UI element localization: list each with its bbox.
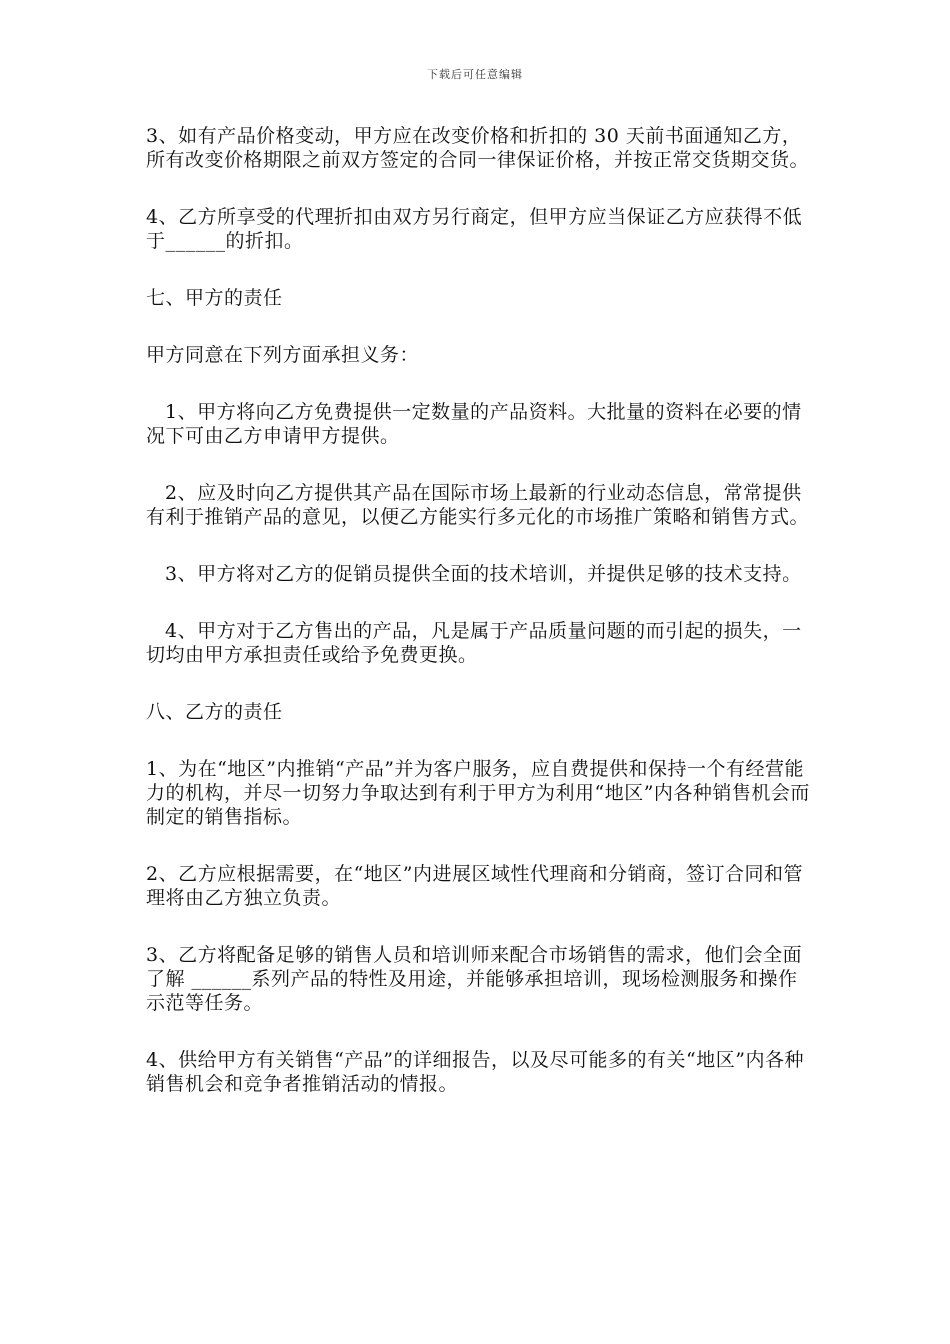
section-heading-party-a: 七、甲方的责任 [146, 287, 283, 309]
paragraph-party-b-item-1: 1、为在“地区”内推销“产品”并为客户服务，应自费提供和保持一个有经营能力的机构，并尽一切努力争取达到有利于甲方为利用“地区”内各种销售机会而制定的销售指标。 [146, 758, 810, 828]
paragraph-party-a-intro: 甲方同意在下列方面承担义务： [146, 344, 420, 366]
section-heading-party-b: 八、乙方的责任 [146, 701, 283, 723]
paragraph-party-a-item-1: 1、甲方将向乙方免费提供一定数量的产品资料。大批量的资料在必要的情况下可由乙方申请甲方提供。 [146, 401, 802, 447]
header-note: 下载后可任意编辑 [427, 68, 523, 81]
paragraph-party-a-item-3: 3、甲方将对乙方的促销员提供全面的技术培训，并提供足够的技术支持。 [165, 563, 802, 585]
paragraph-party-b-item-2: 2、乙方应根据需要，在“地区”内进展区域性代理商和分销商，签订合同和管理将由乙方独立负责。 [146, 863, 804, 909]
paragraph-price-change: 3、如有产品价格变动，甲方应在改变价格和折扣的 30 天前书面通知乙方，所有改变价格期限之前双方签定的合同一律保证价格，并按正常交货期交货。 [146, 125, 810, 171]
paragraph-agency-discount: 4、乙方所享受的代理折扣由双方另行商定，但甲方应当保证乙方应获得不低于______的折扣。 [146, 206, 803, 252]
paragraph-party-b-item-3: 3、乙方将配备足够的销售人员和培训师来配合市场销售的需求，他们会全面了解 ______系列产品的特性及用途，并能够承担培训，现场检测服务和操作示范等任务。 [146, 944, 803, 1014]
document-body [146, 124, 810, 1129]
paragraph-party-a-item-2: 2、应及时向乙方提供其产品在国际市场上最新的行业动态信息，常常提供有利于推销产品的意见，以便乙方能实行多元化的市场推广策略和销售方式。 [146, 482, 810, 528]
paragraph-party-b-item-4: 4、供给甲方有关销售“产品”的详细报告，以及尽可能多的有关“地区”内各种销售机会和竞争者推销活动的情报。 [146, 1049, 804, 1095]
paragraph-party-a-item-4: 4、甲方对于乙方售出的产品，凡是属于产品质量问题的而引起的损失，一切均由甲方承担责任或给予免费更换。 [146, 620, 802, 666]
